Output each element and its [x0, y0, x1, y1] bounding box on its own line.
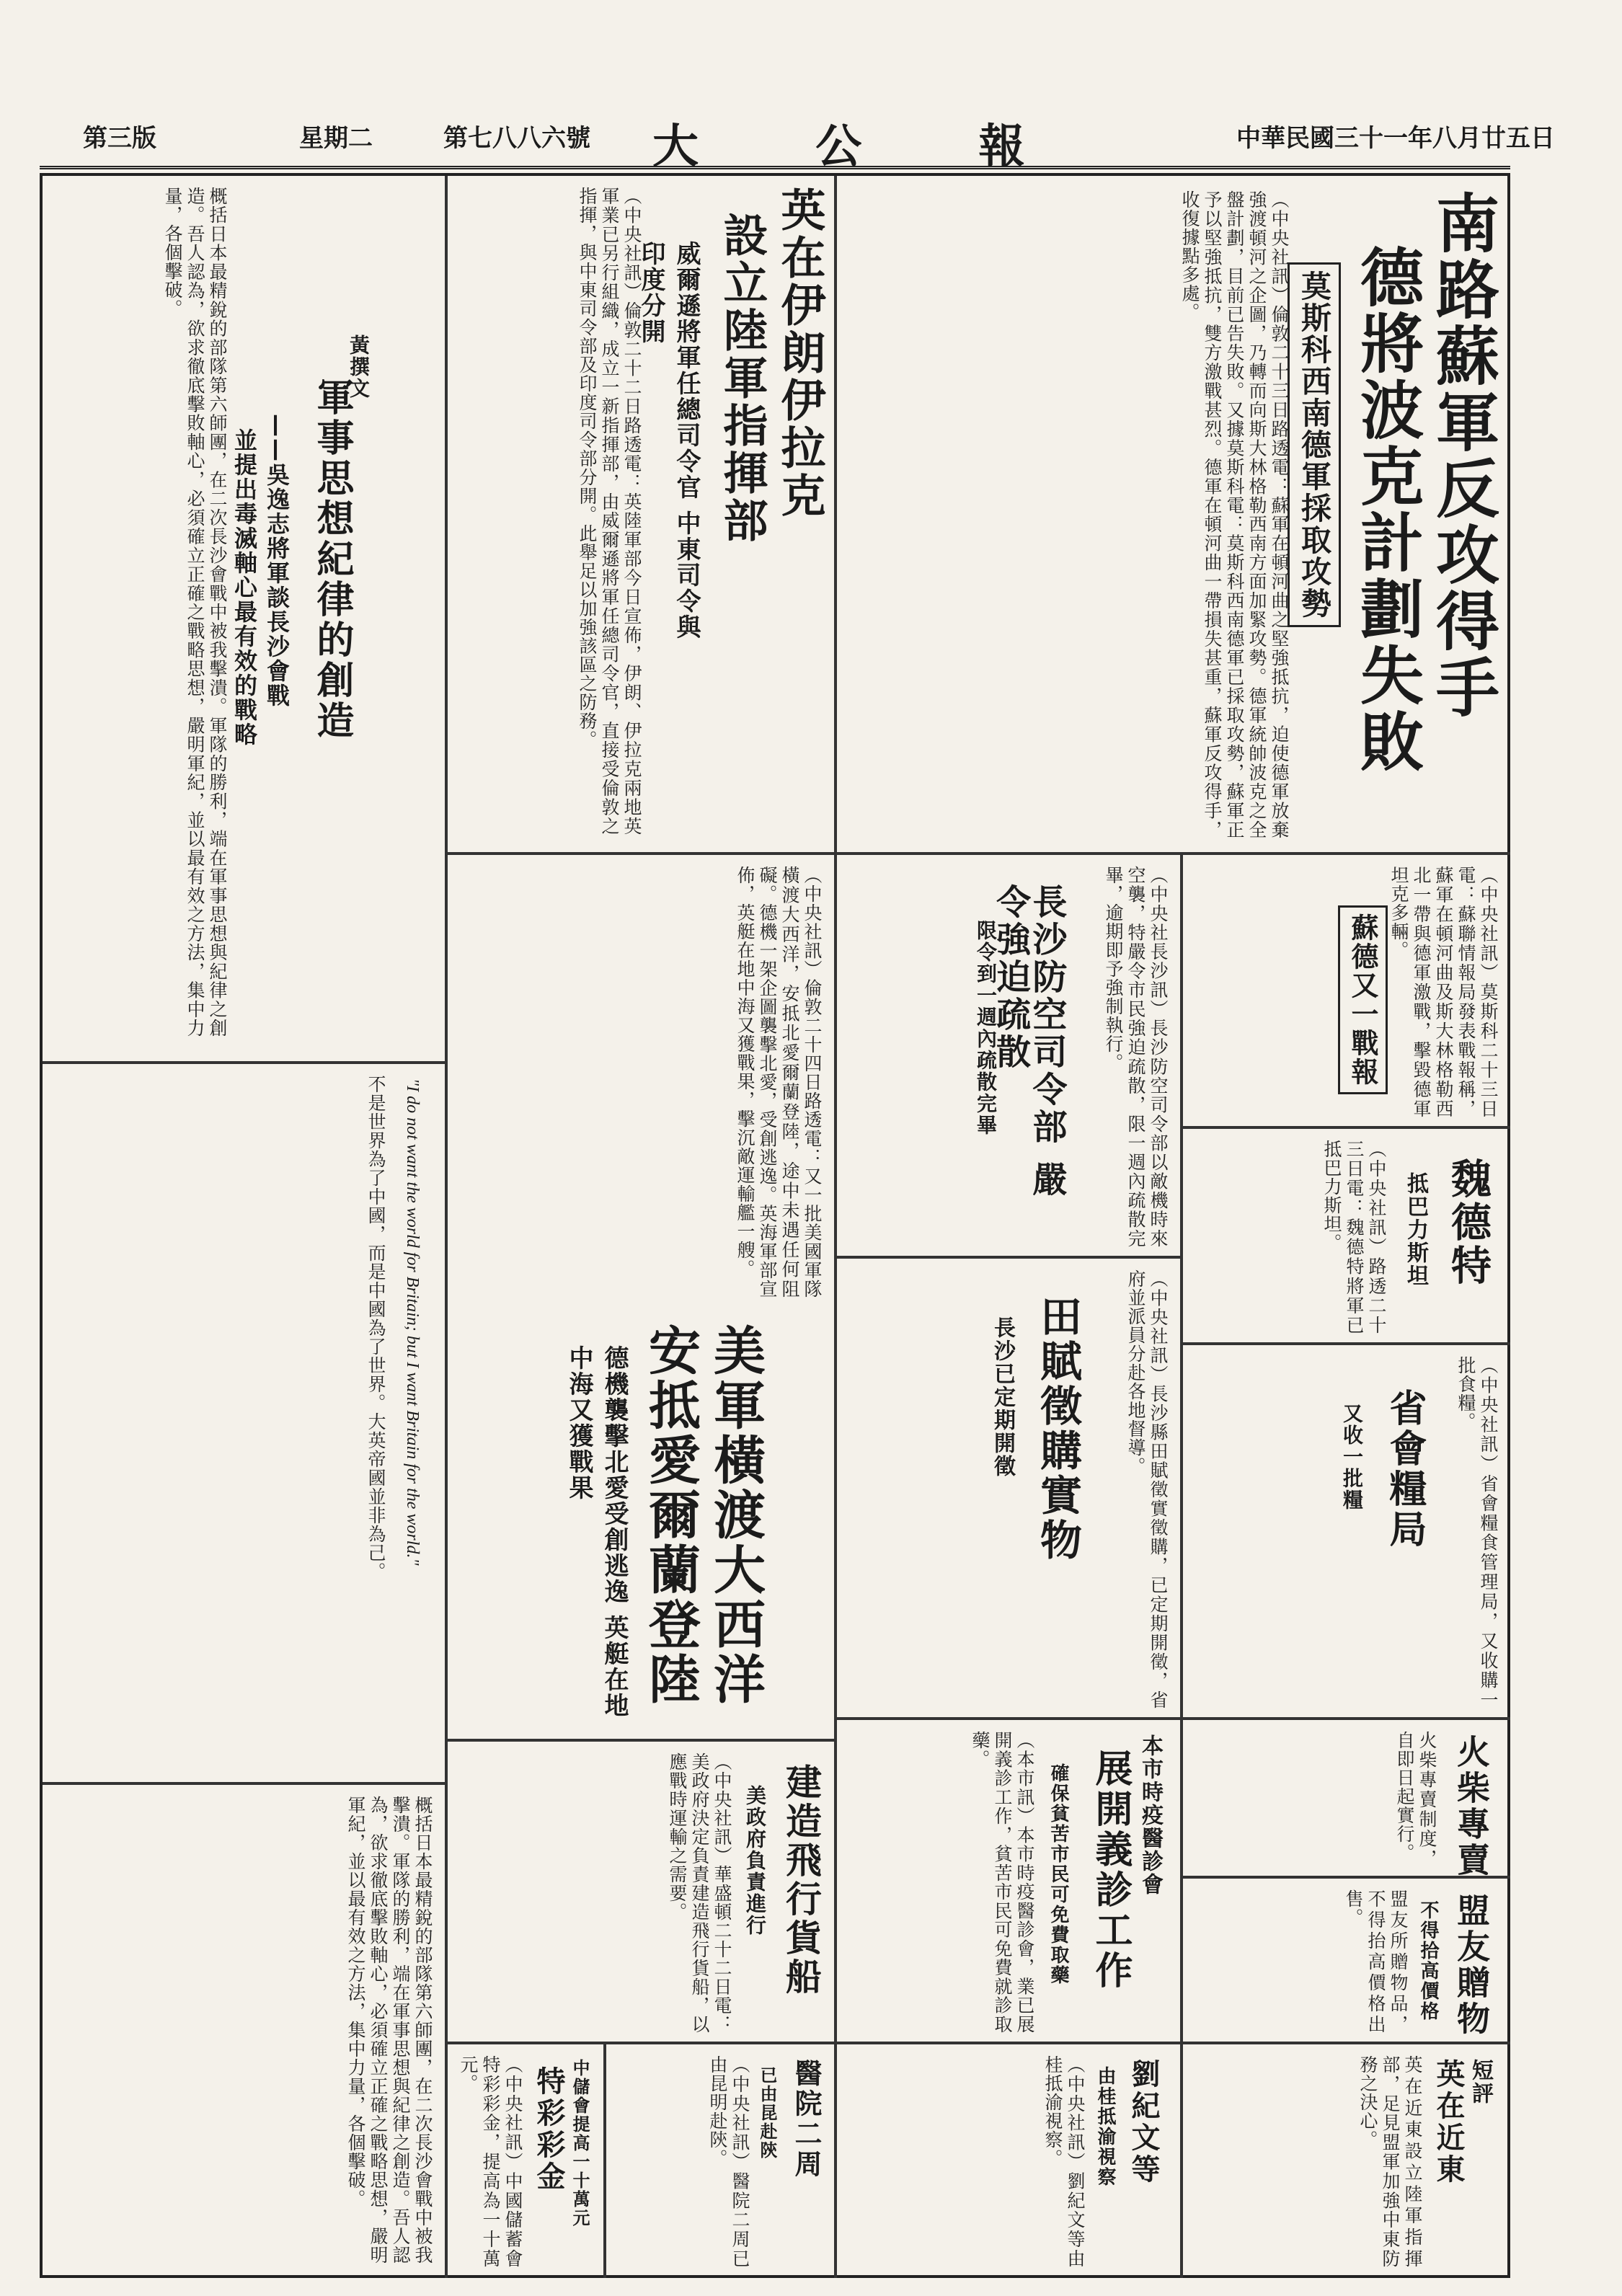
article-south-front-body: （中央社訊）倫敦二十三日路透電：蘇軍在頓河曲之堅強抵抗，迫使德軍放棄強渡頓河之企圖，乃轉而向斯大林格勒西南方面加緊攻勢。德軍統帥波克之全盤計劃，目前已告失敗。又據莫斯科電：莫斯科西南德軍已採取攻勢，蘇軍正予以堅強抵抗，雙方激戰甚烈。德軍在頓河曲一帶損失甚重，蘇軍反攻得手，收復據點多處。 [1179, 190, 1290, 839]
article-us-troops-subhead: 德機襲擊北愛受創逃逸 英艇在地中海又獲戰果 [564, 1345, 629, 1719]
article-us-troops-headline-1: 美軍橫渡大西洋 [705, 1324, 766, 1707]
article-liu-jiwen-body: （中央社訊）劉紀文等由桂抵渝視察。 [1042, 2055, 1086, 2268]
article-military-thought-headline: 軍事思想紀律的創造 [310, 378, 353, 741]
article-free-clinic [836, 1719, 1182, 2043]
article-hospital-subhead: 已由昆赴陝 [757, 2066, 777, 2160]
article-changsha-body: （中央社長沙訊）長沙防空司令部以敵機時來空襲，特嚴令市民強迫疏散，限一週內疏散完畢，逾期即予強制執行。 [1103, 866, 1169, 1248]
article-free-clinic-headline: 本市時疫醫診會 [1138, 1734, 1163, 1896]
article-us-troops-headline-2: 安抵愛爾蘭登陸 [640, 1324, 701, 1707]
article-commentary-body: 不是世界為了中國，而是中國為了世界。大英帝國並非為己。 [365, 1075, 386, 1581]
article-soviet-german-body: （中央社訊）莫斯科二十三日電：蘇聯情報局發表戰報稱，蘇軍在頓河曲及斯大林格勒西北一帶與德軍激戰，擊毀德軍坦克多輛。 [1388, 866, 1499, 1118]
article-liu-jiwen [836, 2043, 1182, 2278]
article-free-clinic-body: （本市訊）本市時疫醫診會，業已展開義診工作，貧苦市民可免費就診取藥。 [970, 1731, 1035, 2034]
article-commentary-quote: "I do not want the world for Britain; but I want Britain for the world." [403, 1078, 422, 1566]
article-us-troops-ireland [446, 854, 836, 1740]
article-lottery-subhead: 中儲會提高一十萬元 [570, 2059, 590, 2228]
article-commentary-continued-body: 概括日本最精銳的部隊第六師團，在二次長沙會戰中被我擊潰。軍隊的勝利，端在軍事思想與紀律之創造。吾人認為，欲求徹底擊敗軸心，必須確立正確之戰略思想，嚴明軍紀，並以最有效之方法，集中力量，各個擊破。 [345, 1796, 433, 2264]
article-short-comment-headline: 英在近東 [1432, 2059, 1465, 2186]
article-iran-iraq-body: （中央社訊）倫敦二十二日路透電：英陸軍部今日宣佈，伊朗、伊拉克兩地英軍業已另行組織，成立一新指揮部，由威爾遜將軍任總司令官，直接受倫敦之指揮，與中東司令部及印度司令部分開。此舉足以加強該區之防務。 [577, 187, 642, 835]
article-matches-headline: 火柴專賣 [1452, 1734, 1491, 1879]
article-south-front [836, 176, 1510, 854]
article-changsha-subhead: 限令到一週內疏散完畢 [974, 920, 998, 1136]
article-grain-bureau-body: （中央社訊）省會糧食管理局，又收購一批食糧。 [1455, 1356, 1499, 1709]
article-flying-cargo-headline: 建造飛行貨船 [780, 1763, 822, 1997]
article-iran-iraq-headline-2: 設立陸軍指揮部 [716, 212, 768, 545]
article-grain-bureau [1182, 1344, 1510, 1719]
article-soviet-german-report [1182, 854, 1510, 1127]
article-changsha-headline: 長沙防空司令部 嚴令強迫疏散 [990, 884, 1067, 1199]
article-grain-bureau-headline: 省會糧局 [1383, 1388, 1426, 1550]
article-matches-body: 火柴專賣制度，自即日起實行。 [1394, 1731, 1437, 1868]
article-flying-cargo [446, 1740, 836, 2043]
masthead [40, 108, 1555, 174]
article-liu-jiwen-subhead: 由桂抵渝視察 [1094, 2066, 1116, 2187]
article-changsha-evacuation [836, 854, 1182, 1257]
article-short-comment [1182, 2043, 1510, 2278]
article-field-tax-subhead: 長沙已定期開徵 [990, 1316, 1015, 1478]
article-us-troops-body: （中央社訊）倫敦二十四日路透電：又一批美國軍隊橫渡大西洋，安抵北愛爾蘭登陸，途中未遇任何阻礙。德機一架企圖襲擊北愛，受創逃逸。英海軍部宣佈，英艇在地中海又獲戰果，擊沉敵運輸艦一艘。 [735, 866, 823, 1298]
article-wavell-body: （中央社訊）路透二十三日電：魏德特將軍已抵巴力斯坦。 [1321, 1140, 1387, 1334]
masthead-issue: 第七八八六號 [443, 124, 590, 153]
article-military-thought-author: 黃撰文 [347, 334, 371, 399]
article-flying-cargo-body: （中央社訊）華盛頓二十二日電：美政府決定負責建造飛行貨船，以應戰時運輸之需要。 [667, 1752, 732, 2034]
article-lottery-headline: 特彩彩金 [532, 2066, 565, 2193]
article-hospital-body: （中央社訊）醫院二周已由昆明赴陝。 [707, 2055, 750, 2268]
article-south-front-headline-2: 德將波克計劃失敗 [1350, 244, 1424, 775]
article-wavell-headline: 魏德特 [1445, 1158, 1492, 1287]
article-field-tax-headline: 田賦徵購實物 [1033, 1295, 1082, 1563]
article-allied-gifts-headline: 盟友贈物 [1452, 1893, 1491, 2037]
article-military-thought-subhead: 並提出毒滅軸心最有效的戰略 [231, 428, 258, 747]
article-free-clinic-headline-2: 展開義診工作 [1089, 1749, 1132, 1991]
masthead-weekday: 星期二 [299, 124, 373, 153]
article-flying-cargo-subhead: 美政府負責進行 [743, 1785, 767, 1936]
article-short-comment-label: 短評 [1468, 2059, 1493, 2105]
article-grain-bureau-subhead: 又收一批糧 [1340, 1403, 1364, 1511]
article-military-thought [43, 176, 446, 1063]
article-soviet-german-headline: 蘇德又一戰報 [1338, 905, 1388, 1094]
article-south-front-headline-1: 南路蘇軍反攻得手 [1426, 190, 1500, 721]
article-matches [1182, 1719, 1510, 1877]
article-iran-iraq [446, 176, 836, 854]
article-iran-iraq-subhead: 威爾遜將軍任總司令官 中東司令與印度分開 [637, 241, 701, 640]
masthead-title: 大 公 報 [652, 120, 1076, 174]
article-allied-gifts-subhead: 不得拾高價格 [1417, 1900, 1439, 2021]
article-hospital-headline: 醫院二周 [790, 2059, 822, 2180]
article-wavell [1182, 1127, 1510, 1344]
article-hospital [605, 2043, 836, 2278]
masthead-page: 第三版 [83, 124, 156, 153]
article-lottery-body: （中央社訊）中國儲蓄會特彩彩金，提高為一十萬元。 [458, 2055, 523, 2268]
article-commentary [43, 1063, 446, 1783]
article-wavell-subhead: 抵巴力斯坦 [1403, 1172, 1428, 1287]
article-liu-jiwen-headline: 劉紀文等 [1127, 2059, 1160, 2186]
article-military-thought-quote-line: ——吳逸志將軍談長沙會戰 [263, 414, 291, 708]
article-lottery [446, 2043, 605, 2278]
article-field-tax [836, 1257, 1182, 1719]
page-frame [40, 173, 1510, 2278]
article-iran-iraq-headline-1: 英在伊朗伊拉克 [774, 187, 826, 520]
article-field-tax-body: （中央社訊）長沙縣田賦徵實徵購，已定期開徵，省府並派員分赴各地督導。 [1125, 1269, 1169, 1709]
article-free-clinic-subhead: 確保貧苦市民可免費取藥 [1047, 1763, 1069, 1985]
article-allied-gifts-body: 盟友所贈物品，不得抬高價格出售。 [1343, 1889, 1409, 2034]
article-military-thought-body: 概括日本最精銳的部隊第六師團，在二次長沙會戰中被我擊潰。軍隊的勝利，端在軍事思想與紀律之創造。吾人認為，欲求徹底擊敗軸心，必須確立正確之戰略思想，嚴明軍紀，並以最有效之方法，集中力量，各個擊破。 [162, 187, 228, 1037]
masthead-date: 中華民國三十一年八月廿五日 [1236, 124, 1555, 153]
article-commentary-continued [43, 1783, 446, 2278]
article-short-comment-body: 英在近東設立陸軍指揮部，足見盟軍加強中東防務之決心。 [1357, 2055, 1423, 2268]
article-south-front-subhead: 莫斯科西南德軍採取攻勢 [1288, 262, 1341, 627]
article-allied-gifts [1182, 1877, 1510, 2043]
